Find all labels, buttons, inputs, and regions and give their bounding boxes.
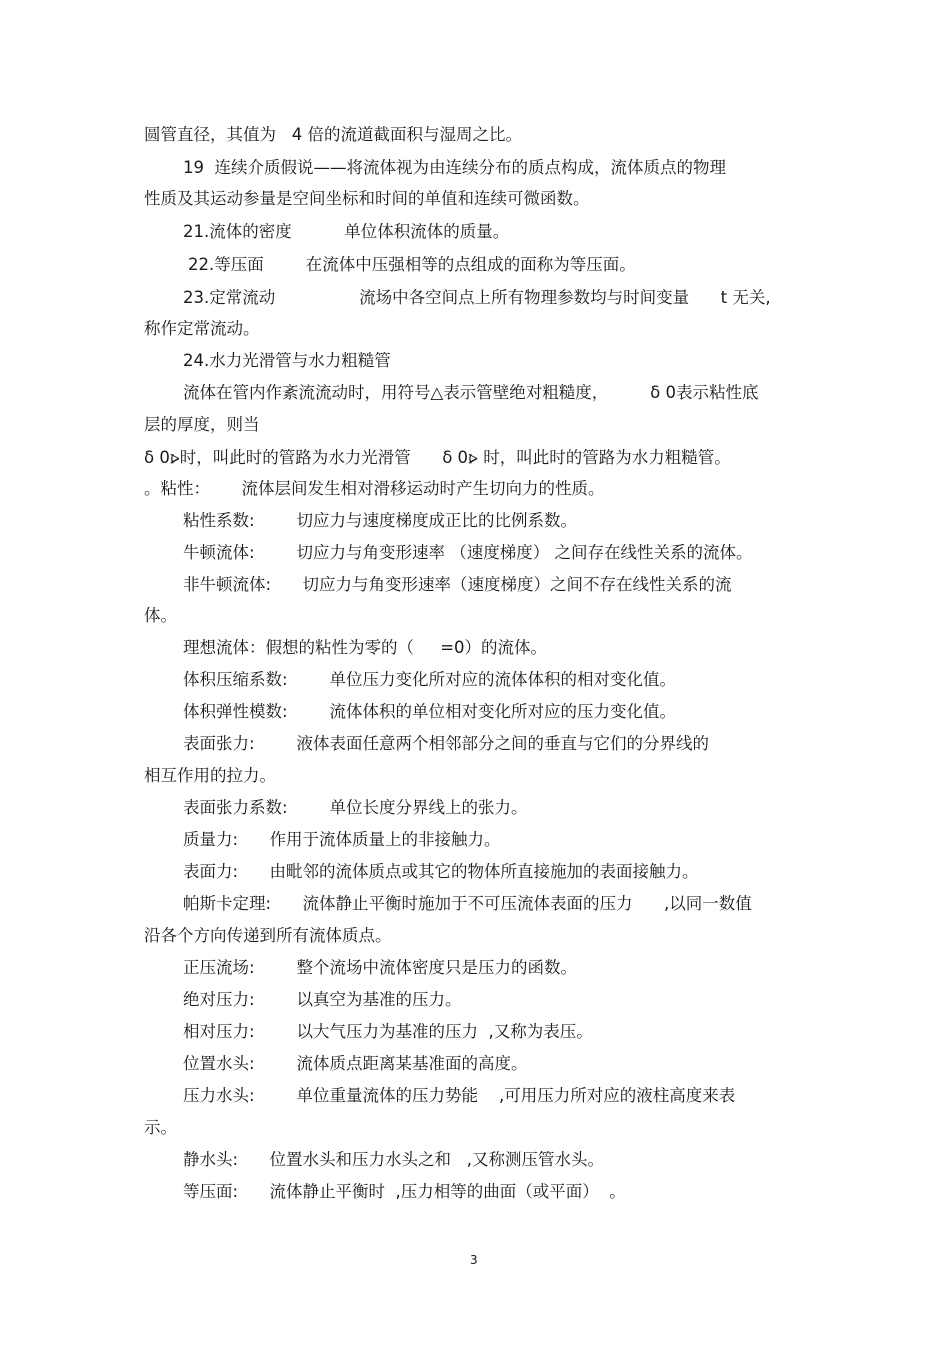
text-line: 帕斯卡定理: 流体静止平衡时施加于不可压流体表面的压力 ,以同一数值	[183, 894, 752, 913]
text-line: 流体在管内作紊流流动时，用符号△表示管壁绝对粗糙度， δ 0表示粘性底	[183, 383, 759, 402]
text-line: 表面张力: 液体表面任意两个相邻部分之间的垂直与它们的分界线的	[183, 734, 710, 753]
text-line: 粘性系数: 切应力与速度梯度成正比的比例系数。	[183, 511, 578, 530]
text-line: 。粘性： 流体层间发生相对滑移运动时产生切向力的性质。	[144, 479, 605, 498]
text-line: 正压流场: 整个流场中流体密度只是压力的函数。	[183, 958, 578, 977]
text-line: 绝对压力: 以真空为基准的压力。	[183, 990, 462, 1009]
text-line: 体积压缩系数: 单位压力变化所对应的流体体积的相对变化值。	[183, 670, 677, 689]
text-line: 性质及其运动参量是空间坐标和时间的单值和连续可微函数。	[144, 189, 590, 208]
text-line: 21.流体的密度 单位体积流体的质量。	[183, 222, 510, 241]
text-line: 等压面: 流体静止平衡时 ,压力相等的曲面（或平面） 。	[183, 1182, 626, 1201]
text-line: 圆管直径，其值为 4 倍的流道截面积与湿周之比。	[144, 125, 522, 144]
text-line: 层的厚度，则当	[144, 415, 260, 434]
text-line: 体积弹性模数: 流体体积的单位相对变化所对应的压力变化值。	[183, 702, 677, 721]
text-line: 质量力: 作用于流体质量上的非接触力。	[183, 830, 501, 849]
text-line: 相互作用的拉力。	[144, 766, 276, 785]
text-line: 压力水头: 单位重量流体的压力势能 ,可用压力所对应的液柱高度来表	[183, 1086, 736, 1105]
text-line: 称作定常流动。	[144, 319, 260, 338]
text-line: 表面张力系数: 单位长度分界线上的张力。	[183, 798, 528, 817]
text-line: 理想流体：假想的粘性为零的（ =0）的流体。	[183, 638, 548, 657]
text-line: δ 0⦠时，叫此时的管路为水力光滑管 δ 0⦠ 时，叫此时的管路为水力粗糙管。	[144, 448, 731, 467]
text-line: 23.定常流动 流场中各空间点上所有物理参数均与时间变量 t 无关,	[183, 288, 771, 307]
text-line: 静水头: 位置水头和压力水头之和 ,又称测压管水头。	[183, 1150, 605, 1169]
text-line: 22.等压面 在流体中压强相等的点组成的面称为等压面。	[188, 255, 636, 274]
text-line: 体。	[144, 606, 177, 625]
text-line: 表面力: 由毗邻的流体质点或其它的物体所直接施加的表面接触力。	[183, 862, 699, 881]
text-line: 非牛顿流体: 切应力与角变形速率（速度梯度）之间不存在线性关系的流	[183, 575, 732, 594]
text-line: 示。	[144, 1118, 177, 1137]
text-line: 位置水头: 流体质点距离某基准面的高度。	[183, 1054, 528, 1073]
text-line: 相对压力: 以大气压力为基准的压力 ,又称为表压。	[183, 1022, 593, 1041]
text-line: 19 连续介质假说——将流体视为由连续分布的质点构成，流体质点的物理	[183, 158, 726, 177]
text-line: 24.水力光滑管与水力粗糙管	[183, 351, 391, 370]
text-line: 牛顿流体: 切应力与角变形速率 （速度梯度） 之间存在线性关系的流体。	[183, 543, 753, 562]
text-line: 沿各个方向传递到所有流体质点。	[144, 926, 392, 945]
page-number: 3	[470, 1253, 478, 1267]
